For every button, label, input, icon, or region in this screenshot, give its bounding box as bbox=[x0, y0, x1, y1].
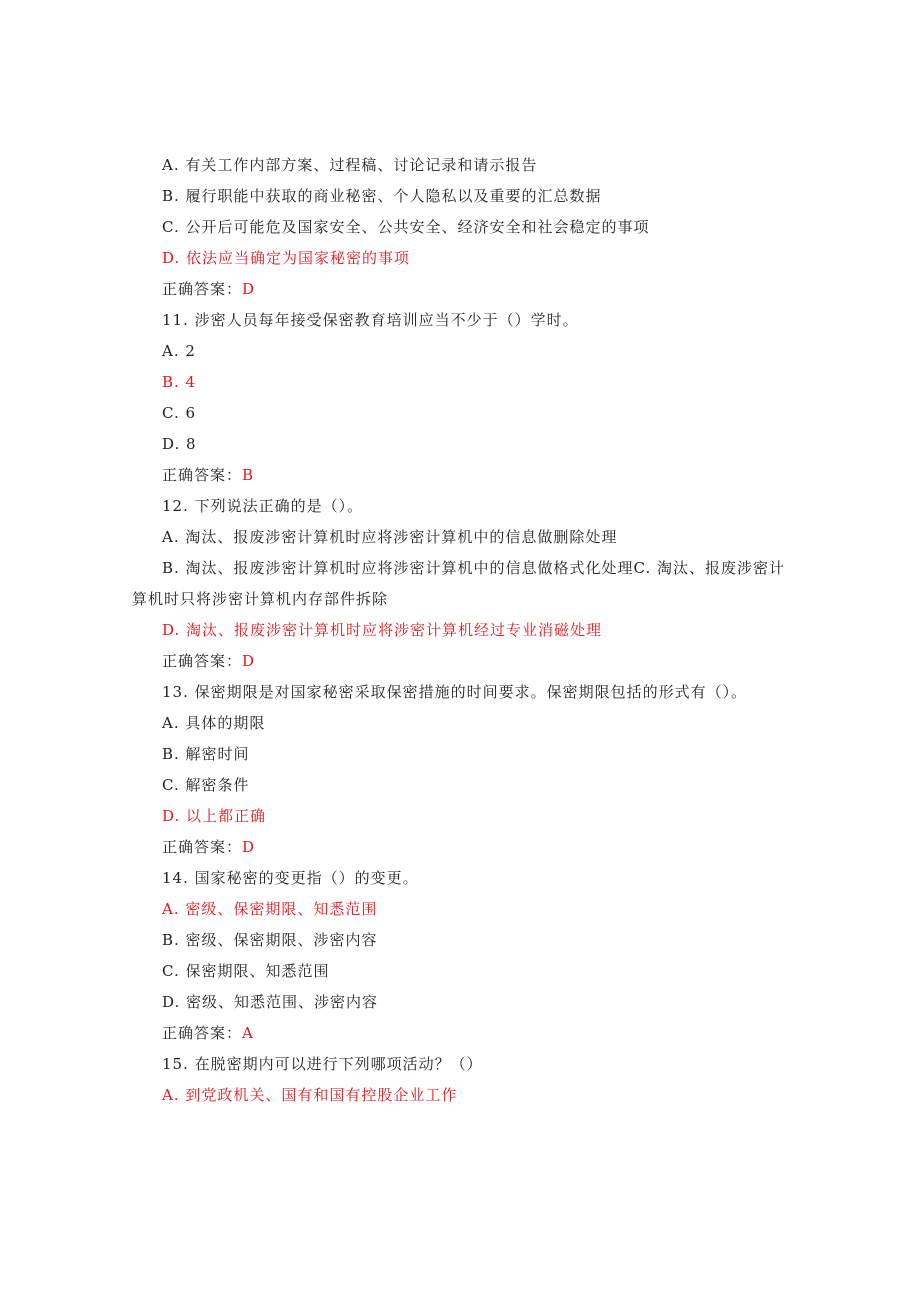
q11-answer bbox=[162, 465, 254, 485]
answer-label: 正确答案： bbox=[162, 1024, 243, 1042]
q15-stem: 15. 在脱密期内可以进行下列哪项活动？（） bbox=[162, 1055, 483, 1073]
q15-option-a: A. 到党政机关、国有和国有控股企业工作 bbox=[162, 1086, 458, 1104]
q12-option-d: D. 淘汰、报废涉密计算机时应将涉密计算机经过专业消磁处理 bbox=[162, 621, 603, 639]
q12-option-b-c: B. 淘汰、报废涉密计算机时应将涉密计算机中的信息做格式化处理C. 淘汰、报废涉密计算机时只将涉密计算机内存部件拆除 bbox=[132, 559, 786, 608]
q10-option-b: B. 履行职能中获取的商业秘密、个人隐私以及重要的汇总数据 bbox=[162, 187, 602, 205]
answer-value: B bbox=[242, 466, 255, 484]
answer-label: 正确答案： bbox=[162, 466, 243, 484]
q12-answer bbox=[162, 651, 255, 671]
q12-option-a: A. 淘汰、报废涉密计算机时应将涉密计算机中的信息做删除处理 bbox=[162, 528, 618, 546]
q14-stem: 14. 国家秘密的变更指（）的变更。 bbox=[162, 869, 419, 887]
answer-value: D bbox=[242, 652, 256, 670]
q11-option-a: A. 2 bbox=[162, 342, 196, 360]
q10-option-a: A. 有关工作内部方案、过程稿、讨论记录和请示报告 bbox=[162, 156, 538, 174]
q13-stem: 13. 保密期限是对国家秘密采取保密措施的时间要求。保密期限包括的形式有（）。 bbox=[162, 683, 748, 701]
q11-stem: 11. 涉密人员每年接受保密教育培训应当不少于（）学时。 bbox=[162, 311, 579, 329]
q14-option-d: D. 密级、知悉范围、涉密内容 bbox=[162, 993, 379, 1011]
answer-label: 正确答案： bbox=[162, 838, 243, 856]
q14-option-c: C. 保密期限、知悉范围 bbox=[162, 962, 330, 980]
q11-option-d: D. 8 bbox=[162, 435, 197, 453]
q13-option-c: C. 解密条件 bbox=[162, 776, 250, 794]
q10-option-d: D. 依法应当确定为国家秘密的事项 bbox=[162, 249, 411, 267]
q14-option-a: A. 密级、保密期限、知悉范围 bbox=[162, 900, 378, 918]
q14-option-b: B. 密级、保密期限、涉密内容 bbox=[162, 931, 378, 949]
q14-answer bbox=[162, 1023, 254, 1043]
q10-option-c: C. 公开后可能危及国家安全、公共安全、经济安全和社会稳定的事项 bbox=[162, 218, 650, 236]
answer-label: 正确答案： bbox=[162, 652, 243, 670]
q11-option-c: C. 6 bbox=[162, 404, 197, 422]
answer-value: A bbox=[242, 1024, 254, 1042]
q10-answer bbox=[162, 279, 255, 299]
answer-value: D bbox=[242, 280, 256, 298]
q13-option-b: B. 解密时间 bbox=[162, 745, 250, 763]
q13-answer bbox=[162, 837, 255, 857]
q11-option-b: B. 4 bbox=[162, 373, 197, 391]
q13-option-a: A. 具体的期限 bbox=[162, 714, 266, 732]
q12-stem: 12. 下列说法正确的是（）。 bbox=[162, 497, 364, 515]
answer-value: D bbox=[242, 838, 256, 856]
q13-option-d: D. 以上都正确 bbox=[162, 807, 267, 825]
answer-label: 正确答案： bbox=[162, 280, 243, 298]
